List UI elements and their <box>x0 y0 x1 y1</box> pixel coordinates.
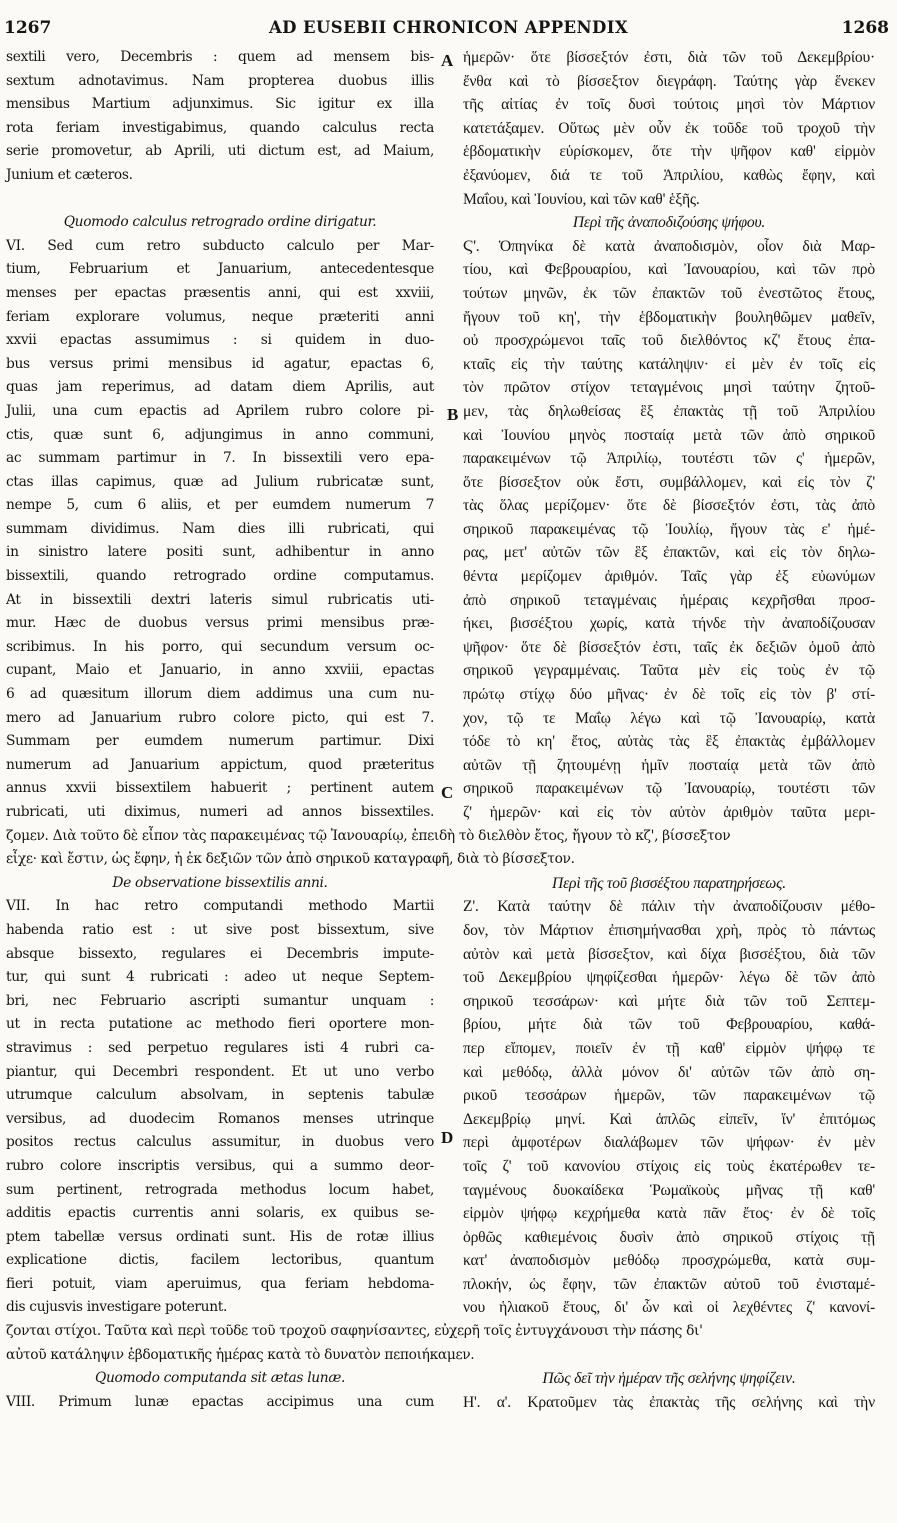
latin-heading: Quomodo calculus retrogrado ordine dirigatur. <box>63 214 377 231</box>
greek-line: αὐτῶν τῇ ζητουμένῃ ἡμῖν ποσταίᾳ μετὰ τῶν ἀπὸ <box>463 756 875 774</box>
latin-line: ptem tabellæ versus ordinati sunt. His de rotæ illius <box>6 1228 434 1245</box>
greek-line: αὐτὸν καὶ μετὰ βίσσεξτον, καὶ δίχα βισσέξτου, διὰ τῶν <box>463 945 875 963</box>
latin-line: cupant, Maio et Januario, in anno xxviii, epactas <box>6 662 434 679</box>
greek-line: τούτων μηνῶν, ἐκ τῶν ἐπακτῶν τοῦ ἐνεστῶτος ἔτους, <box>463 284 875 302</box>
greek-heading: Πῶς δεῖ τὴν ἡμέραν τῆς σελήνης ψηφίζειν. <box>542 1370 796 1388</box>
greek-line: τῆς αἰτίας ἐν τοῖς δυσὶ τούτοις μησὶ τὸν Μάρτιον <box>463 96 875 114</box>
greek-line: ὀρθῶς καθιεμένοις δυσὶν ἀπὸ σηρικοῦ στίχοις τῇ <box>463 1228 875 1246</box>
greek-line: τοῖς ζ' τοῦ κανονίου στίχοις εἰς τοὺς ἑκατέρωθεν τε- <box>463 1157 875 1175</box>
latin-line: explicatione dictis, facilem lectoribus, quantum <box>6 1252 434 1269</box>
latin-line: mero ad Januarium rubro colore picto, qui est 7. <box>6 709 434 726</box>
latin-line: sextum adnotavimus. Nam propterea duobus illis <box>6 72 434 89</box>
greek-line: ἐξανύομεν, διά τε τοῦ Ἀπριλίου, καθὼς ἔφην, καὶ <box>463 166 875 184</box>
latin-line: feriam explorare volumus, neque præteriti anni <box>6 308 434 325</box>
latin-line: piantur, qui Decembri respondent. Et ut uno verbo <box>6 1063 434 1080</box>
greek-line: βρίου, μήτε διὰ τῶν τοῦ Φεβρουαρίου, καθά- <box>463 1016 875 1034</box>
latin-line: tium, Februarium et Januarium, antecedentesque <box>6 261 434 278</box>
latin-line: ζονται στίχοι. Ταῦτα καὶ περὶ τοῦδε τοῦ τροχοῦ σαφηνίσαντες, εὐχερῆ τοῖς ἐντυγχάνουσι τὴν πάσης δι' <box>6 1323 703 1340</box>
greek-line: περὶ ἀμφοτέρων διαλάβωμεν τῶν ψήφων· ἐν μὲν <box>463 1134 875 1152</box>
latin-line <box>6 188 434 212</box>
greek-line: κατ' ἀναποδισμὸν μεθόδῳ προσχρώμεθα, κατὰ συμ- <box>463 1252 875 1270</box>
latin-line: mur. Hæc de duobus versus primi mensibus præ- <box>6 615 434 632</box>
greek-heading: Περὶ τῆς ἀναποδιζούσης ψήφου. <box>572 214 766 232</box>
greek-line: τόδε τὸ κη' ἔτος, αὐτὰς τὰς ἓξ ἐπακτὰς ἐμβάλλομεν <box>463 733 875 751</box>
greek-line: σηρικοῦ τεσσάρων· καὶ μήτε διὰ τῶν τοῦ Σεπτεμ- <box>463 992 875 1010</box>
latin-line: ctis, quæ sunt 6, adjungimus in anno communi, <box>6 426 434 443</box>
latin-line: rubro colore inscriptis versibus, qui a summo deor- <box>6 1157 434 1174</box>
greek-line: ήκει, βισσέξτου χωρίς, κατὰ τήνδε τὴν ἀναποδίζουσαν <box>463 615 875 633</box>
greek-line: ρας, μετ' αὐτῶν τῶν ἓξ ἐπακτῶν, καὶ εἰς τὸν δηλω- <box>463 544 875 562</box>
greek-line: πλοκήν, ὡς ἔφην, τῶν ἐπακτῶν αὐτοῦ τοῦ ἐνισταμέ- <box>463 1275 875 1293</box>
greek-line: δον, τὸν Μάρτιον ἐπισημήνασθαι χρὴ, πρὸς τὸ πάντως <box>463 921 875 939</box>
greek-line: ταγμένους δυοκαίδεκα Ῥωμαϊκοὺς μῆνας τῇ καθ' <box>463 1181 875 1199</box>
latin-line: bissextili, quando retrogrado ordine computamus. <box>6 568 434 585</box>
latin-line: numerum ad Januarium appictum, quod præteritus <box>6 756 434 773</box>
greek-line: ρικοῦ τεσσάρων ἡμερῶν, τῶν παρακειμένων τῷ <box>463 1087 875 1105</box>
greek-line: ψῆφον· ὅτε δὲ βίσσεξτόν ἐστι, ταῖς ἐκ δεξιῶν ὁμοῦ ἀπὸ <box>463 638 875 656</box>
latin-line: serie promovetur, ab Aprili, uti dictum est, ad Maium, <box>6 143 434 160</box>
greek-line: κταῖς εἰς τὴν ταύτης κατάληψιν· εἰ μὲν ἐν τοῖς εἰς <box>463 355 875 373</box>
greek-line: τὸν πρῶτον στίχον τεταγμένοις μησὶ ταύτην ζητοῦ- <box>463 379 875 397</box>
running-title: AD EUSEBII CHRONICON APPENDIX <box>268 18 629 37</box>
greek-line: ἔνθα καὶ τὸ βίσσεξτον διεγράφη. Ταύτης γὰρ ἕνεκεν <box>463 72 875 90</box>
latin-line: utrumque calculum absolvam, in septenis tabulæ <box>6 1087 434 1104</box>
greek-line: τίου, καὶ Φεβρουαρίου, καὶ Ἰανουαρίου, καὶ τῶν πρὸ <box>463 261 875 279</box>
margin-letter-b: B <box>447 405 459 424</box>
greek-line: ἤγουν τοῦ κη', τὴν ἑβδοματικὴν βουληθῶμεν μαθεῖν, <box>463 308 875 326</box>
greek-line: νου ἡλιακοῦ ἔτους, δι' ὧν καὶ οἱ λεχθέντες ζ' κανονί- <box>463 1299 875 1317</box>
latin-line: scribimus. In his porro, qui secundum versum oc- <box>6 638 434 655</box>
greek-line: ἑβδοματικὴν εὑρίσκομεν, ὅτε τὴν ψῆφον καθ' εἱρμὸν <box>463 143 875 161</box>
latin-line: positos rectus calculus assumitur, in duobus vero <box>6 1134 434 1151</box>
margin-letter-a: A <box>441 51 454 70</box>
latin-line: Summam per eumdem numerum partimur. Dixi <box>6 733 434 750</box>
greek-line: Δεκεμβρίῳ μηνί. Καὶ ἁπλῶς εἰπεῖν, ἵν' ἐπιτόμως <box>463 1110 875 1128</box>
latin-line: absque bissexto, regulares ei Decembris impute- <box>6 945 434 962</box>
greek-line: καὶ μεθόδῳ, ἀλλὰ μόνον δι' αὐτῶν τῶν ἀπὸ ση- <box>463 1063 875 1081</box>
greek-heading: Περὶ τῆς τοῦ βισσέξτου παρατηρήσεως. <box>552 874 786 892</box>
latin-line: ζομεν. Διὰ τοῦτο δὲ εἶπον τὰς παρακειμένας τῷ Ἰανουαρίῳ, ἐπειδὴ τὸ διελθὸν ἔτος, ἤγουν τὸ κζ', βίσσεξτον <box>6 827 731 844</box>
latin-line: bus versus primi mensibus id agatur, epactas 6, <box>6 355 434 372</box>
greek-line: καὶ Ἰουνίου μηνὸς ποσταίᾳ μετὰ τῶν ἀπὸ σηρικοῦ <box>463 426 875 444</box>
greek-line: ζ' ἡμερῶν· καὶ εἰς τὸν αὐτὸν ἀριθμὸν ταῦτα μερι- <box>463 804 875 821</box>
latin-line: annus xxvii bissextilem habuerit ; pertinent autem <box>6 780 434 797</box>
greek-line: σηρικοῦ γεγραμμέναις. Ταῦτα μὲν εἰς τοὺς ἐν τῷ <box>463 662 875 680</box>
latin-line: mensibus Martium adjunximus. Sic igitur ex illa <box>6 96 434 113</box>
greek-line: θέντα μερίζομεν ἀριθμόν. Ταῖς γὰρ ἐξ εὐωνύμων <box>463 568 875 586</box>
latin-line: stravimus : sed perpetuo regulares isti 4 rubri ca- <box>6 1039 434 1056</box>
page-number-right: 1268 <box>841 18 889 38</box>
greek-column <box>463 46 875 1523</box>
latin-heading: De observatione bissextilis anni. <box>112 874 328 891</box>
greek-line: ἡμερῶν· ὅτε βίσσεξτόν ἐστι, διὰ τῶν τοῦ Δεκεμβρίου· <box>463 49 875 66</box>
greek-line: Ϛ'. Ὁπηνίκα δὲ κατὰ ἀναποδισμὸν, οἷον διὰ Μαρ- <box>463 237 875 255</box>
latin-line: rubricati, uti diximus, numeri ad annos bissextiles. <box>6 804 434 820</box>
latin-line: sum pertinent, retrograda methodus locum habet, <box>6 1181 434 1198</box>
margin-letter-c: C <box>441 783 454 802</box>
latin-line: αὐτοῦ κατάληψιν ἑβδοματικῆς ἡμέρας κατὰ τὸ δυνατὸν πεποιήκαμεν. <box>6 1346 475 1363</box>
margin-letter-d: D <box>441 1128 454 1147</box>
latin-line: quas jam reperimus, ad datam diem Aprilis, aut <box>6 379 434 396</box>
latin-line: rota feriam investigabimus, quando calculus recta <box>6 119 434 136</box>
greek-line: περ εἴπομεν, ποιεῖν ἐν τῇ καθ' εἱρμὸν ψήφῳ τε <box>463 1039 875 1057</box>
latin-line: dis cujusvis investigare poterunt. <box>6 1299 227 1316</box>
greek-line: τὰς ὅλας μερίζομεν· ὅτε δὲ βίσσεξτόν ἐστι, τὰς ἀπὸ <box>463 497 875 515</box>
latin-line: VIII. Primum lunæ epactas accipimus una cum <box>6 1393 434 1410</box>
greek-line: τοῦ Δεκεμβρίου ψηφίζεσθαι ἡμερῶν· λέγω δὲ τῶν ἀπὸ <box>463 969 875 987</box>
latin-line: xxvii epactas assumimus : si quidem in duo- <box>6 332 434 349</box>
greek-line: χον, τῷ τε Μαΐῳ λέγω καὶ τῷ Ἰανουαρίῳ, κατὰ <box>463 709 875 727</box>
latin-heading: Quomodo computanda sit ætas lunæ. <box>95 1370 345 1387</box>
greek-line: ἀπὸ σηρικοῦ τεταγμέναις ἡμέραις κεχρῆσθαι προσ- <box>463 591 875 609</box>
greek-line: σηρικοῦ παρακειμένας τῷ Ἰουλίῳ, ἤγουν τὰς ε' ἡμέ- <box>463 520 875 538</box>
page-number-left: 1267 <box>4 18 52 38</box>
latin-line: Julii, una cum epactis ad Aprilem rubro colore pi- <box>6 402 434 419</box>
latin-line: εἶχε· καὶ ἔστιν, ὡς ἔφην, ἡ ἐκ δεξιῶν τῶν ἀπὸ σηρικοῦ καταγραφῆ, διὰ τὸ βίσσεξτον. <box>6 851 575 868</box>
latin-line: 6 ad quæsitum illorum diem addimus una cum nu- <box>6 686 434 703</box>
latin-line: Junium et cæteros. <box>6 166 133 183</box>
greek-line: οὐ προσχρώμενοι ταῖς τοῦ διελθόντος κζ' ἔτους ἐπα- <box>463 332 875 350</box>
latin-line: fieri potuit, viam aperuimus, qua feriam hebdoma- <box>6 1275 434 1292</box>
latin-line: ac summam partimur in 7. In bissextili vero epa- <box>6 450 434 467</box>
greek-line: ὅτε βίσσεξτον οὐκ ἔστι, συμβάλλομεν, καὶ εἰς τὸν ζ' <box>463 473 875 491</box>
latin-line: menses per epactas præsentis anni, qui est xxviii, <box>6 284 434 301</box>
latin-line: in sinistro latere positi sunt, adhibentur in anno <box>6 544 434 561</box>
greek-line: σηρικοῦ παρακειμένων τῷ Ἰανουαρίῳ, τουτέστι τῶν <box>463 780 875 798</box>
greek-line: Η'. α'. Κρατοῦμεν τὰς ἐπακτὰς τῆς σελήνης καὶ τὴν <box>463 1393 875 1411</box>
latin-line: additis epactis currentis anni solaris, ex quibus se- <box>6 1205 434 1222</box>
latin-line: habenda ratio est : ut sive post bissextum, sive <box>6 921 434 938</box>
latin-line: sextili vero, Decembris : quem ad mensem bis- <box>6 49 434 65</box>
latin-line: nempe 5, cum 6 aliis, et per eumdem numerum 7 <box>6 497 434 514</box>
latin-line: ctas illas capimus, quæ ad Julium rubricatæ sunt, <box>6 473 434 490</box>
greek-line: Ζ'. Κατὰ ταύτην δὲ πάλιν τὴν ἀναποδίζουσιν μέθο- <box>463 898 875 916</box>
latin-line: versibus, ad duodecim Romanos menses utrinque <box>6 1110 434 1127</box>
greek-line: κατετάξαμεν. Οὕτως μὲν οὖν ἐκ τοῦδε τοῦ τροχοῦ τὴν <box>463 119 875 137</box>
greek-line: Μαΐου, καὶ Ἰουνίου, καὶ τῶν καθ' ἑξῆς. <box>463 190 700 208</box>
greek-line: πρώτῳ στίχῳ δύο μῆνας· ἐν δὲ τοῖς εἰς τὸν β' στί- <box>463 686 875 704</box>
latin-line: VII. In hac retro computandi methodo Martii <box>6 898 434 915</box>
latin-line: summam dividimus. Nam dies illi rubricati, qui <box>6 520 434 537</box>
greek-line: εἱρμὸν ψήφῳ κεχρήμεθα κατὰ πᾶν ἔτος· ἐν δὲ τοῖς <box>463 1205 875 1223</box>
latin-line: ut in recta putatione ac methodo fieri oportere mon- <box>6 1016 434 1033</box>
latin-line: VI. Sed cum retro subducto calculo per Mar- <box>6 237 434 254</box>
latin-line: bri, nec Februario ascripti sumantur unquam : <box>6 992 434 1009</box>
latin-line: At in bissextili dextri lateris simul rubricatis uti- <box>6 591 434 608</box>
latin-line: tur, qui sunt 4 rubricati : adeo ut neque Septem- <box>6 969 434 986</box>
greek-line: παρακειμένων τῷ Ἀπριλίῳ, τουτέστι τῶν ς' ἡμερῶν, <box>463 450 875 468</box>
greek-line: μεν, τὰς δηλωθείσας ἓξ ἐπακτὰς τῇ τοῦ Ἀπριλίου <box>463 402 875 420</box>
